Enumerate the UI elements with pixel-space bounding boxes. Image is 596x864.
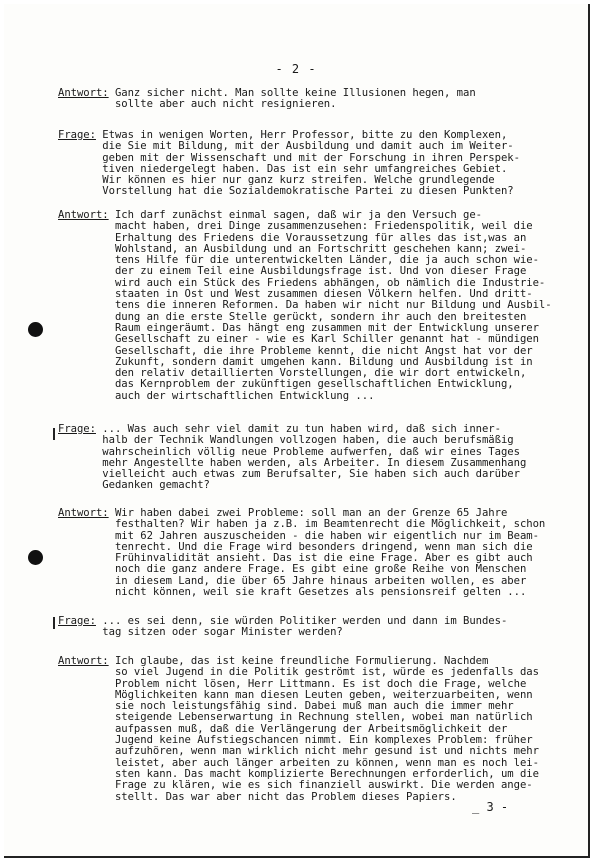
speaker-label: Frage: bbox=[58, 129, 96, 141]
line-text: ... es sei denn, sie würden Politiker werden und dann im Bundes- bbox=[95, 615, 508, 627]
line-text: Etwas in wenigen Worten, Herr Professor, bitte zu den Komplexen, bbox=[95, 129, 508, 141]
question-block bbox=[58, 130, 520, 198]
line-text: Gesellschaft, die ihre Probleme kennt, die nicht Angst hat vor der bbox=[114, 344, 533, 357]
speaker-label: Antwort: bbox=[58, 209, 109, 221]
margin-mark bbox=[53, 428, 55, 440]
line-text: staaten in Ost und West zusammen diesen Völkern helfen. Und dritt- bbox=[114, 288, 533, 301]
line-text: vielleicht auch etwas zum Berufsalter, Sie haben sich auch darüber bbox=[102, 468, 520, 481]
line-text: Gedanken gemacht? bbox=[102, 479, 210, 492]
line-text: Möglichkeiten kann man diesen Leuten geben, weiterzuarbeiten, wenn bbox=[114, 688, 533, 701]
line-text: sollte aber auch nicht resignieren. bbox=[114, 98, 337, 111]
text-line bbox=[58, 391, 552, 402]
line-text: tiven niedergelegt haben. Das ist ein sehr umfangreiches Gebiet. bbox=[102, 162, 508, 175]
page-number: - 2 - bbox=[275, 62, 317, 76]
line-text: ... Was auch sehr viel damit zu tun haben wird, daß sich inner- bbox=[95, 423, 501, 435]
text-line bbox=[58, 627, 507, 638]
line-text: Erhaltung des Friedens die Voraussetzung für alles das ist,was an bbox=[114, 231, 527, 244]
line-text: Vorstellung hat die Sozialdemokratische Partei zu diesen Punkten? bbox=[102, 185, 514, 198]
line-text: mehr Angestellte haben werden, als Arbeiter. In diesem Zusammenhang bbox=[102, 456, 527, 469]
line-text: der zu einem Teil eine Ausbildungsfrage ist. Und von dieser Frage bbox=[114, 265, 527, 278]
line-text: aufpassen muß, daß die Verlängerung der Arbeitsmöglichkeit der bbox=[114, 722, 508, 735]
line-text: Frage zu klären, wie es sich finanziell auswirkt. Die werden ange- bbox=[114, 779, 533, 792]
line-text: tag sitzen oder sogar Minister werden? bbox=[102, 626, 343, 639]
line-text: den relativ detaillierten Vorstellungen, die wir dort entwickeln, bbox=[114, 367, 527, 380]
line-text: macht haben, drei Dinge zusammenzusehen: Friedenspolitik, weil die bbox=[114, 220, 533, 233]
question-block bbox=[58, 616, 507, 639]
speaker-label: Antwort: bbox=[58, 87, 109, 99]
line-text: Zukunft, sondern damit umgehen kann. Bildung und Ausbildung ist in bbox=[114, 355, 533, 368]
line-text: Ich darf zunächst einmal sagen, daß wir ja den Versuch ge- bbox=[108, 209, 482, 221]
punch-hole-bottom bbox=[28, 550, 43, 565]
text-line bbox=[58, 792, 539, 803]
line-text: aufzuhören, wenn man wirklich nicht mehr gesund ist und nichts mehr bbox=[114, 745, 539, 758]
line-text: halb der Technik Wandlungen vollzogen haben, die auch berufsmäßig bbox=[102, 434, 514, 447]
next-page-marker: _ 3 - bbox=[472, 800, 509, 814]
typed-document-page bbox=[4, 4, 590, 858]
line-text: Jugend keine Aufstiegschancen nimmt. Ein komplexes Problem: früher bbox=[114, 734, 533, 747]
line-text: Wohlstand, an Ausbildung und an Fortschritt geschehen kann; zwei- bbox=[114, 242, 527, 255]
text-line bbox=[58, 186, 520, 197]
line-text: Ich glaube, das ist keine freundliche Formulierung. Nachdem bbox=[108, 655, 489, 667]
line-text: wahrscheinlich völlig neue Probleme aufwerfen, daß wir eines Tages bbox=[102, 445, 520, 458]
line-text: Problem nicht lösen, Herr Littmann. Es ist doch die Frage, welche bbox=[114, 677, 527, 690]
line-text: so viel Jugend in die Politik geströmt ist, würde es jedenfalls das bbox=[114, 666, 539, 679]
line-text: geben mit der Wissenschaft und mit der Forschung in ihren Perspek- bbox=[102, 151, 520, 164]
line-text: mit 62 Jahren auszuscheiden - die haben wir eigentlich nur im Beam- bbox=[114, 529, 539, 542]
line-text: noch die ganz andere Frage. Es gibt eine große Reihe von Menschen bbox=[114, 563, 527, 576]
speaker-label: Frage: bbox=[58, 423, 96, 435]
line-text: Frühinvalidität ansieht. Das ist die eine Frage. Aber es gibt auch bbox=[114, 552, 533, 565]
answer-block bbox=[58, 656, 539, 803]
line-text: Ganz sicher nicht. Man sollte keine Illusionen hegen, man bbox=[108, 87, 476, 99]
line-text: Wir haben dabei zwei Probleme: soll man an der Grenze 65 Jahre bbox=[108, 507, 508, 519]
line-text: sten kann. Das macht komplizierte Berechnungen erforderlich, um die bbox=[114, 767, 539, 780]
speaker-label: Antwort: bbox=[58, 507, 109, 519]
text-line bbox=[58, 480, 526, 491]
answer-block bbox=[58, 210, 552, 402]
line-text: Wir können es hier nur ganz kurz streifen. Welche grundlegende bbox=[102, 174, 495, 187]
question-block bbox=[58, 424, 526, 492]
line-text: sie noch leistungsfähig sind. Dabei muß man auch die immer mehr bbox=[114, 700, 514, 713]
line-text: festhalten? Wir haben ja z.B. im Beamtenrecht die Möglichkeit, schon bbox=[114, 518, 546, 531]
line-text: das Kernproblem der zukünftigen gesellschaftlichen Entwicklung, bbox=[114, 378, 514, 391]
line-text: steigende Lebenserwartung in Rechnung stellen, wobei man natürlich bbox=[114, 711, 533, 724]
line-text: wird auch ein Stück des Friedens abhängen, ob nämlich die Industrie- bbox=[114, 276, 546, 289]
speaker-label: Antwort: bbox=[58, 655, 109, 667]
punch-hole-top bbox=[28, 322, 43, 337]
answer-block bbox=[58, 508, 545, 598]
answer-block bbox=[58, 88, 476, 111]
line-text: in diesem Land, die über 65 Jahre hinaus arbeiten wollen, es aber bbox=[114, 574, 527, 587]
line-text: Raum eingeräumt. Das hängt eng zusammen mit der Entwicklung unserer bbox=[114, 321, 539, 334]
text-line bbox=[58, 587, 545, 598]
line-text: tens Hilfe für die unterentwickelten Länder, die ja auch schon wie- bbox=[114, 254, 539, 267]
line-text: nicht können, weil sie kraft Gesetzes als pensionsreif gelten ... bbox=[114, 586, 527, 599]
line-text: auch der wirtschaftlichen Entwicklung ... bbox=[114, 389, 375, 402]
line-text: die Sie mit Bildung, mit der Ausbildung und damit auch im Weiter- bbox=[102, 140, 514, 153]
line-text: leistet, aber auch länger arbeiten zu können, wenn man es noch lei- bbox=[114, 756, 539, 769]
line-text: Gesellschaft zu einer - wie es Karl Schiller genannt hat - mündigen bbox=[114, 333, 539, 346]
line-text: stellt. Das war aber nicht das Problem dieses Papiers. bbox=[114, 790, 457, 803]
margin-mark bbox=[53, 617, 55, 629]
line-text: tens die inneren Reformen. Da haben wir nicht nur Bildung und Ausbil- bbox=[114, 299, 552, 312]
line-text: tenrecht. Und die Frage wird besonders dringend, wenn man sich die bbox=[114, 540, 533, 553]
speaker-label: Frage: bbox=[58, 615, 96, 627]
text-line bbox=[58, 99, 476, 110]
line-text: dung an die erste Stelle gerückt, sondern ihr auch den breitesten bbox=[114, 310, 527, 323]
